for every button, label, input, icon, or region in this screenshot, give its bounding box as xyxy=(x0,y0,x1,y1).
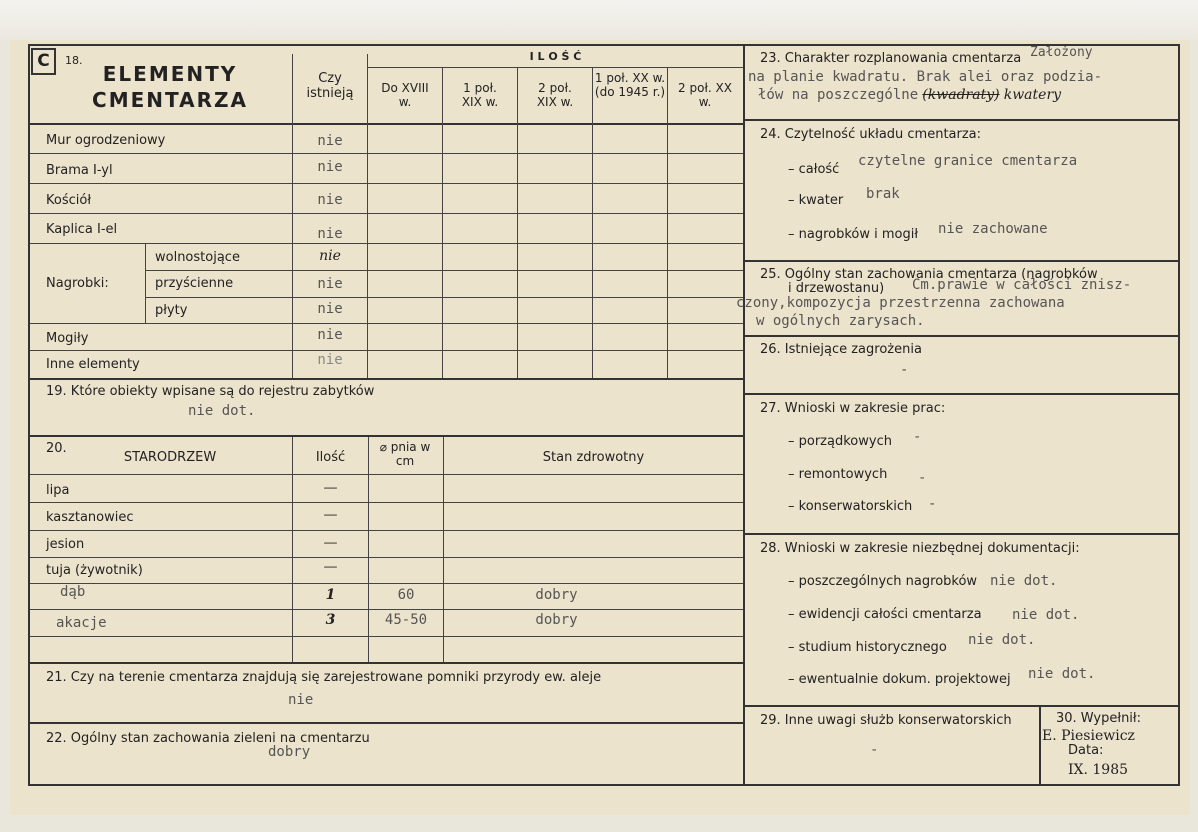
tree-count: — xyxy=(323,535,338,551)
divider xyxy=(745,260,1180,262)
element-label: płyty xyxy=(155,303,188,318)
grid-line xyxy=(30,153,743,154)
grid-line xyxy=(592,67,593,378)
grid-line xyxy=(145,270,743,271)
trees-col-diam: ⌀ pnia w cm xyxy=(379,440,431,468)
tree-count: — xyxy=(323,559,338,575)
q28-label: 28. Wnioski w zakresie niezbędnej dokumentacji: xyxy=(760,541,1080,556)
col-header-exists: Czy istnieją xyxy=(306,71,354,101)
grid-line xyxy=(30,243,743,244)
column-divider xyxy=(1039,706,1041,784)
q24-item-label: – kwater xyxy=(788,193,844,208)
grid-line xyxy=(30,323,743,324)
q30-date: IX. 1985 xyxy=(1068,762,1129,778)
grid-line xyxy=(30,583,743,584)
column-divider xyxy=(743,44,745,784)
q19-value: nie dot. xyxy=(188,403,256,419)
tree-count: — xyxy=(323,480,338,496)
grid-line xyxy=(667,67,668,378)
q22-value: dobry xyxy=(268,744,311,760)
q23-value: kwatery xyxy=(1003,87,1062,103)
grid-line xyxy=(30,474,743,475)
q28-item-label: – ewidencji całości cmentarza xyxy=(788,607,982,622)
grid-line xyxy=(30,530,743,531)
q27-label: 27. Wnioski w zakresie prac: xyxy=(760,401,946,416)
divider xyxy=(745,705,1180,707)
tree-diam: 60 xyxy=(397,587,415,603)
q27-item-value: - xyxy=(928,496,937,512)
grid-line xyxy=(442,67,443,378)
element-value: nie xyxy=(317,276,343,292)
q27-item-value: - xyxy=(913,429,922,445)
tree-diam: 45-50 xyxy=(384,612,428,628)
q28-item-value: nie dot. xyxy=(968,632,1036,648)
q28-item-label: – ewentualnie dokum. projektowej xyxy=(788,672,1011,687)
q23-value: na planie kwadratu. Brak alei oraz podzia- xyxy=(748,69,1103,85)
q24-item-value: brak xyxy=(866,186,900,202)
divider xyxy=(745,533,1180,535)
q28-item-value: nie dot. xyxy=(1012,607,1080,623)
grid-line xyxy=(517,67,518,378)
q28-item-label: – studium historycznego xyxy=(788,640,947,655)
element-label: Kaplica I-el xyxy=(46,222,118,237)
q25-label: 25. Ogólny stan zachowania cmentarza (nagrobków xyxy=(760,267,1098,282)
tree-health: dobry xyxy=(535,587,578,603)
col-header-ilosc: I L O Ś Ć xyxy=(529,50,582,63)
q23-value-line3 xyxy=(758,87,1061,104)
q24-item-value: nie zachowane xyxy=(938,221,1048,237)
divider xyxy=(745,335,1180,337)
grid-line xyxy=(30,636,743,637)
tree-name: jesion xyxy=(46,537,85,552)
trees-title: STARODRZEW xyxy=(123,450,217,465)
divider xyxy=(745,119,1180,121)
q28-item-value: nie dot. xyxy=(1028,666,1096,682)
q26-label: 26. Istniejące zagrożenia xyxy=(760,342,922,357)
tree-name: kasztanowiec xyxy=(46,510,134,525)
element-label: Mur ogrodzeniowy xyxy=(46,133,166,148)
period-header: Do XVIII w. xyxy=(381,81,429,109)
grid-line xyxy=(368,437,369,662)
divider xyxy=(28,662,744,664)
q25-label: i drzewostanu) xyxy=(788,281,885,296)
q30-name: E. Piesiewicz xyxy=(1042,728,1135,744)
element-label: wolnostojące xyxy=(155,250,240,265)
nagrobki-label: Nagrobki: xyxy=(46,276,109,291)
grid-line xyxy=(367,54,368,378)
grid-line xyxy=(443,437,444,662)
grid-line xyxy=(30,213,743,214)
q19-label: 19. Które obiekty wpisane są do rejestru zabytków xyxy=(46,384,375,399)
q24-item-label: – całość xyxy=(788,162,840,177)
q27-item-label: – remontowych xyxy=(788,467,888,482)
period-header: 1 poł. XX w. (do 1945 r.) xyxy=(594,71,666,99)
q29-value: - xyxy=(870,742,879,758)
divider xyxy=(28,435,744,437)
q25-value: czony,kompozycja przestrzenna zachowana xyxy=(736,295,1065,311)
section-letter-box xyxy=(31,48,56,75)
q26-value: - xyxy=(900,362,909,378)
q25-value: Cm.prawie w całości znisz- xyxy=(912,277,1132,293)
q21-value: nie xyxy=(288,692,314,708)
tree-name: akacje xyxy=(56,615,107,631)
trees-col-count: Ilość xyxy=(315,450,346,465)
q23-label: 23. Charakter rozplanowania cmentarza xyxy=(760,51,1022,66)
q27-item-label: – porządkowych xyxy=(788,434,892,449)
period-header: 2 poł. XX w. xyxy=(678,81,732,109)
q29-label: 29. Inne uwagi służb konserwatorskich xyxy=(760,713,1012,728)
q23-value: łów na poszczególne xyxy=(758,87,919,103)
divider xyxy=(28,722,744,724)
q30-label: 30. Wypełnił: xyxy=(1056,711,1141,726)
element-value: nie xyxy=(317,301,343,317)
trees-number: 20. xyxy=(46,441,67,456)
period-header: 1 poł. XIX w. xyxy=(461,81,499,109)
grid-line xyxy=(145,243,146,323)
grid-line xyxy=(30,609,743,610)
tree-name: dąb xyxy=(60,584,86,600)
q21-label: 21. Czy na terenie cmentarza znajdują się zarejestrowane pomniki przyrody ew. aleje xyxy=(46,670,602,685)
q24-label: 24. Czytelność układu cmentarza: xyxy=(760,127,982,142)
element-value: nie xyxy=(317,133,343,149)
scan-top-strip xyxy=(0,0,1198,40)
tree-name: tuja (żywotnik) xyxy=(46,563,143,578)
period-header: 2 poł. XIX w. xyxy=(536,81,574,109)
tree-count: 1 xyxy=(325,587,336,603)
element-label: Kościół xyxy=(46,193,92,208)
element-value: nie xyxy=(317,352,343,368)
trees-col-health: Stan zdrowotny xyxy=(542,450,645,465)
grid-line xyxy=(30,183,743,184)
q25-value: w ogólnych zarysach. xyxy=(756,313,925,329)
element-label: Inne elementy xyxy=(46,357,140,372)
q30-date-label: Data: xyxy=(1068,743,1104,758)
tree-count: — xyxy=(323,507,338,523)
tree-health: dobry xyxy=(535,612,578,628)
divider xyxy=(28,123,744,125)
q28-item-value: nie dot. xyxy=(990,573,1058,589)
element-label: Brama I-yl xyxy=(46,163,113,178)
element-value: nie xyxy=(317,226,343,242)
element-label: przyścienne xyxy=(155,276,234,291)
tree-name: lipa xyxy=(46,483,70,498)
element-value: nie xyxy=(317,159,343,175)
section-title-line2: CMENTARZA xyxy=(92,88,248,112)
divider xyxy=(745,393,1180,395)
element-value: nie xyxy=(317,192,343,208)
q27-item-value: - xyxy=(918,470,927,486)
q27-item-label: – konserwatorskich xyxy=(788,499,913,514)
grid-line xyxy=(30,502,743,503)
q24-item-label: – nagrobków i mogił xyxy=(788,227,919,242)
grid-line xyxy=(367,67,743,68)
grid-line xyxy=(30,350,743,351)
section-title-line1: ELEMENTY xyxy=(102,62,238,86)
grid-line xyxy=(145,297,743,298)
element-value: nie xyxy=(317,327,343,343)
q28-item-label: – poszczególnych nagrobków xyxy=(788,574,978,589)
section-number: 18. xyxy=(65,54,83,67)
section-letter: C xyxy=(37,51,50,71)
element-label: Mogiły xyxy=(46,331,89,346)
q22-label: 22. Ogólny stan zachowania zieleni na cmentarzu xyxy=(46,731,370,746)
q23-value-struck: (kwadraty) xyxy=(922,87,1000,103)
grid-line xyxy=(30,557,743,558)
element-value: nie xyxy=(319,248,341,264)
q23-value: Założony xyxy=(1030,45,1093,60)
q24-item-value: czytelne granice cmentarza xyxy=(858,153,1078,169)
tree-count: 3 xyxy=(325,612,336,628)
divider xyxy=(28,378,744,380)
